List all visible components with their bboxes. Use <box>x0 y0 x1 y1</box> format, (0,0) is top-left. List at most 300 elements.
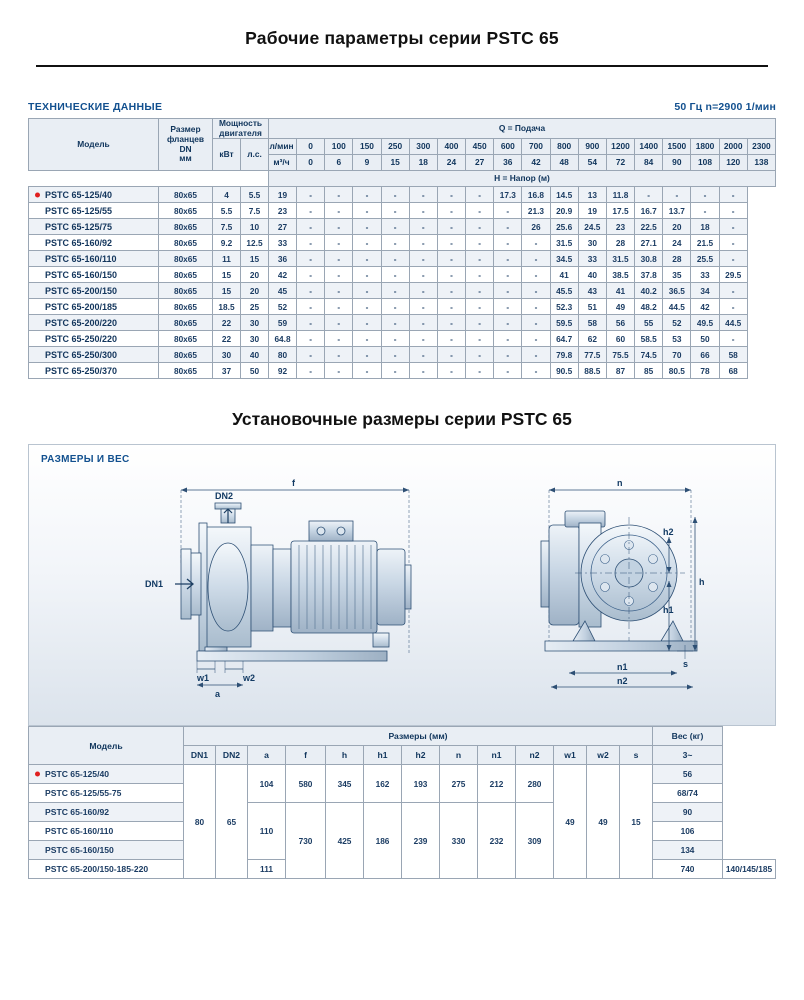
h2-cell: 193 <box>402 765 440 803</box>
head-cell: 55 <box>635 315 663 331</box>
head-cell: - <box>466 299 494 315</box>
head-cell: - <box>297 299 325 315</box>
head-cell: 25.6 <box>550 219 578 235</box>
table-row <box>29 203 776 219</box>
head-cell: - <box>494 267 522 283</box>
table-row <box>29 315 776 331</box>
dn-cell: 80x65 <box>159 347 213 363</box>
head-cell: - <box>437 235 465 251</box>
label-h: h <box>699 577 705 588</box>
label-n: n <box>617 478 623 489</box>
table-row <box>29 187 776 203</box>
th2-dn1: DN1 <box>184 746 216 765</box>
head-cell: - <box>353 203 381 219</box>
head-cell: - <box>466 251 494 267</box>
model-label: PSTC 65-160/150 <box>45 845 114 856</box>
tech-data-header-left: ТЕХНИЧЕСКИЕ ДАННЫЕ <box>28 101 163 113</box>
table-row <box>29 803 776 822</box>
head-cell: 52 <box>663 315 691 331</box>
head-cell: 11.8 <box>606 187 634 203</box>
head-cell: - <box>522 267 550 283</box>
head-cell: - <box>691 203 719 219</box>
th2-h2: h2 <box>402 746 440 765</box>
pump-drawing <box>29 445 777 727</box>
head-cell: 27 <box>269 219 297 235</box>
head-cell: 64.7 <box>550 331 578 347</box>
table-row <box>29 251 776 267</box>
head-cell: 48.2 <box>635 299 663 315</box>
th-h: H = Напор (м) <box>269 171 776 187</box>
kw-cell: 22 <box>213 315 241 331</box>
head-cell: 50 <box>691 331 719 347</box>
head-cell: - <box>353 267 381 283</box>
th2-model: Модель <box>29 727 184 765</box>
model-cell <box>29 219 159 235</box>
hp-cell: 50 <box>241 363 269 379</box>
head-cell: - <box>522 347 550 363</box>
model-label: PSTC 65-160/110 <box>45 253 117 264</box>
model-label: PSTC 65-125/75 <box>45 221 113 232</box>
head-cell: - <box>297 331 325 347</box>
model-label: PSTC 65-250/220 <box>45 333 118 344</box>
head-cell: - <box>494 283 522 299</box>
head-cell: - <box>353 299 381 315</box>
a-cell: 110 <box>248 803 286 860</box>
q-m3h-0: 0 <box>297 155 325 171</box>
tech-data-header <box>28 101 776 118</box>
q-lmin-16: 2300 <box>747 139 775 155</box>
dn-cell: 80x65 <box>159 235 213 251</box>
q-lmin-9: 800 <box>550 139 578 155</box>
head-cell: - <box>437 347 465 363</box>
hp-cell: 12.5 <box>241 235 269 251</box>
head-cell: 25.5 <box>691 251 719 267</box>
kw-cell: 9.2 <box>213 235 241 251</box>
table-row <box>29 219 776 235</box>
q-lmin-2: 150 <box>353 139 381 155</box>
model-cell <box>29 315 159 331</box>
head-cell: 90.5 <box>550 363 578 379</box>
model-label: PSTC 65-250/300 <box>45 349 118 360</box>
head-cell: - <box>325 267 353 283</box>
dn-cell: 80x65 <box>159 363 213 379</box>
q-m3h-16: 138 <box>747 155 775 171</box>
head-cell: - <box>353 235 381 251</box>
h1-cell: 162 <box>364 765 402 803</box>
head-cell: - <box>522 299 550 315</box>
q-m3h-10: 54 <box>578 155 606 171</box>
q-m3h-2: 9 <box>353 155 381 171</box>
q-lmin-7: 600 <box>494 139 522 155</box>
head-cell: 58 <box>719 347 747 363</box>
head-cell: - <box>381 219 409 235</box>
head-cell: 44.5 <box>719 315 747 331</box>
q-lmin-1: 100 <box>325 139 353 155</box>
head-cell: 26 <box>522 219 550 235</box>
model-cell <box>29 331 159 347</box>
model-cell <box>29 784 184 803</box>
head-cell: - <box>522 235 550 251</box>
head-cell: 66 <box>691 347 719 363</box>
head-cell: 36.5 <box>663 283 691 299</box>
q-m3h-7: 36 <box>494 155 522 171</box>
hp-cell: 7.5 <box>241 203 269 219</box>
q-m3h-15: 120 <box>719 155 747 171</box>
hp-cell: 10 <box>241 219 269 235</box>
th-hp: л.с. <box>241 139 269 171</box>
head-cell: 60 <box>606 331 634 347</box>
head-cell: - <box>353 315 381 331</box>
table-row <box>29 765 776 784</box>
dn-cell: 80x65 <box>159 267 213 283</box>
head-cell: 44.5 <box>663 299 691 315</box>
h-cell: 345 <box>326 765 364 803</box>
head-cell: - <box>409 315 437 331</box>
q-m3h-8: 42 <box>522 155 550 171</box>
th2-dn2: DN2 <box>216 746 248 765</box>
q-lmin-12: 1400 <box>635 139 663 155</box>
q-m3h-3: 15 <box>381 155 409 171</box>
th2-h1: h1 <box>364 746 402 765</box>
head-cell: 51 <box>578 299 606 315</box>
head-cell: 34 <box>691 283 719 299</box>
head-cell: 79.8 <box>550 347 578 363</box>
head-cell: - <box>353 363 381 379</box>
head-cell: - <box>353 219 381 235</box>
q-lmin-15: 2000 <box>719 139 747 155</box>
f-cell: 730 <box>286 803 326 879</box>
weight-cell: 134 <box>653 841 723 860</box>
head-cell: 74.5 <box>635 347 663 363</box>
kw-cell: 37 <box>213 363 241 379</box>
head-cell: - <box>466 283 494 299</box>
head-cell: 20 <box>663 219 691 235</box>
head-cell: 30.8 <box>635 251 663 267</box>
weight-cell: 140/145/185 <box>723 860 776 879</box>
model-cell <box>29 283 159 299</box>
head-cell: 13 <box>578 187 606 203</box>
hp-cell: 15 <box>241 251 269 267</box>
head-cell: 92 <box>269 363 297 379</box>
th-flange: Размер фланцев DN мм <box>159 119 213 171</box>
model-cell <box>29 187 159 203</box>
head-cell: - <box>325 235 353 251</box>
head-cell: - <box>325 187 353 203</box>
model-label: PSTC 65-200/150 <box>45 285 118 296</box>
kw-cell: 18.5 <box>213 299 241 315</box>
head-cell: - <box>325 283 353 299</box>
head-cell: 62 <box>578 331 606 347</box>
s-cell: 15 <box>620 765 653 879</box>
a-cell: 104 <box>248 765 286 803</box>
head-cell: 24.5 <box>578 219 606 235</box>
th2-w1: w1 <box>554 746 587 765</box>
head-cell: - <box>297 315 325 331</box>
th2-w2: w2 <box>587 746 620 765</box>
model-cell <box>29 347 159 363</box>
head-cell: - <box>466 363 494 379</box>
th-model: Модель <box>29 119 159 171</box>
page-title-performance: Рабочие параметры серии PSTC 65 <box>245 28 559 48</box>
head-cell: 59.5 <box>550 315 578 331</box>
q-lmin-5: 400 <box>437 139 465 155</box>
n-cell: 330 <box>440 803 478 879</box>
model-cell <box>29 765 184 784</box>
th-unit-m3h: м³/ч <box>269 155 297 171</box>
head-cell: - <box>466 267 494 283</box>
table-row <box>29 235 776 251</box>
head-cell: - <box>466 187 494 203</box>
head-cell: - <box>297 219 325 235</box>
f-cell: 740 <box>653 860 723 879</box>
model-cell <box>29 803 184 822</box>
head-cell: 56 <box>606 315 634 331</box>
head-cell: 19 <box>578 203 606 219</box>
label-dn2: DN2 <box>215 491 234 502</box>
weight-cell: 68/74 <box>653 784 723 803</box>
head-cell: - <box>297 251 325 267</box>
head-cell: 68 <box>719 363 747 379</box>
th2-s: s <box>620 746 653 765</box>
head-cell: 21.3 <box>522 203 550 219</box>
head-cell: 80 <box>269 347 297 363</box>
head-cell: - <box>494 347 522 363</box>
dn-cell: 80x65 <box>159 203 213 219</box>
title-divider <box>36 65 768 67</box>
drawing-title: РАЗМЕРЫ И ВЕС <box>41 454 130 466</box>
dn-cell: 80x65 <box>159 299 213 315</box>
head-cell: - <box>381 315 409 331</box>
head-cell: - <box>297 235 325 251</box>
head-cell: - <box>353 331 381 347</box>
th-q: Q = Подача <box>269 119 776 139</box>
tech-data-body <box>29 187 776 379</box>
head-cell: 58.5 <box>635 331 663 347</box>
model-label: PSTC 65-200/220 <box>45 317 118 328</box>
h-cell: 425 <box>326 803 364 879</box>
head-cell: 28 <box>663 251 691 267</box>
dimensions-table <box>28 726 776 879</box>
hp-cell: 30 <box>241 331 269 347</box>
head-cell: - <box>522 331 550 347</box>
head-cell: - <box>353 283 381 299</box>
head-cell: - <box>381 203 409 219</box>
head-cell: - <box>381 251 409 267</box>
head-cell: 42 <box>269 267 297 283</box>
n-cell: 275 <box>440 765 478 803</box>
head-cell: - <box>437 299 465 315</box>
dimensions-table-block <box>28 726 776 879</box>
head-cell: - <box>325 363 353 379</box>
selection-dot-icon <box>35 192 40 197</box>
head-cell: - <box>437 267 465 283</box>
kw-cell: 30 <box>213 347 241 363</box>
hp-cell: 40 <box>241 347 269 363</box>
head-cell: 21.5 <box>691 235 719 251</box>
table-row <box>29 299 776 315</box>
dn1-cell: 80 <box>184 765 216 879</box>
head-cell: 14.5 <box>550 187 578 203</box>
head-cell: 52.3 <box>550 299 578 315</box>
model-cell <box>29 363 159 379</box>
head-cell: 87 <box>606 363 634 379</box>
head-cell: 88.5 <box>578 363 606 379</box>
head-cell: - <box>494 235 522 251</box>
q-lmin-0: 0 <box>297 139 325 155</box>
tech-data-table <box>28 118 776 379</box>
head-cell: - <box>409 251 437 267</box>
head-cell: 38.5 <box>606 267 634 283</box>
page-title-dimensions: Установочные размеры серии PSTC 65 <box>232 409 572 430</box>
head-cell: - <box>466 203 494 219</box>
head-cell: - <box>325 299 353 315</box>
head-cell: 16.7 <box>635 203 663 219</box>
q-lmin-6: 450 <box>466 139 494 155</box>
head-cell: - <box>353 251 381 267</box>
dn-cell: 80x65 <box>159 331 213 347</box>
head-cell: - <box>719 299 747 315</box>
head-cell: 58 <box>578 315 606 331</box>
th2-n1: n1 <box>478 746 516 765</box>
head-cell: - <box>409 283 437 299</box>
dn-cell: 80x65 <box>159 251 213 267</box>
q-lmin-13: 1500 <box>663 139 691 155</box>
head-cell: 59 <box>269 315 297 331</box>
head-cell: - <box>297 347 325 363</box>
head-cell: - <box>494 315 522 331</box>
q-m3h-4: 18 <box>409 155 437 171</box>
label-n1: n1 <box>617 662 628 673</box>
head-cell: - <box>663 187 691 203</box>
kw-cell: 15 <box>213 267 241 283</box>
head-cell: - <box>719 203 747 219</box>
head-cell: - <box>437 203 465 219</box>
model-label: PSTC 65-125/55-75 <box>45 788 122 799</box>
label-w1: w1 <box>197 673 210 684</box>
hp-cell: 5.5 <box>241 187 269 203</box>
label-f: f <box>292 478 295 489</box>
head-cell: - <box>494 331 522 347</box>
head-cell: 13.7 <box>663 203 691 219</box>
model-cell <box>29 267 159 283</box>
hp-cell: 20 <box>241 267 269 283</box>
th-power: Мощность двигателя <box>213 119 269 139</box>
head-cell: 17.5 <box>606 203 634 219</box>
head-cell: 85 <box>635 363 663 379</box>
head-cell: 28 <box>606 235 634 251</box>
head-cell: 43 <box>578 283 606 299</box>
q-lmin-14: 1800 <box>691 139 719 155</box>
model-label: PSTC 65-160/92 <box>45 237 113 248</box>
model-label: PSTC 65-200/185 <box>45 301 118 312</box>
head-cell: 42 <box>691 299 719 315</box>
w1-cell: 49 <box>554 765 587 879</box>
table-row <box>29 267 776 283</box>
head-cell: - <box>691 187 719 203</box>
model-cell <box>29 822 184 841</box>
q-lmin-3: 250 <box>381 139 409 155</box>
hp-cell: 30 <box>241 315 269 331</box>
h2-cell: 239 <box>402 803 440 879</box>
dn-cell: 80x65 <box>159 315 213 331</box>
th2-n: n <box>440 746 478 765</box>
head-cell: - <box>719 187 747 203</box>
head-cell: - <box>297 267 325 283</box>
head-cell: - <box>381 331 409 347</box>
head-cell: 29.5 <box>719 267 747 283</box>
head-cell: - <box>719 251 747 267</box>
head-cell: - <box>381 187 409 203</box>
model-label: PSTC 65-160/150 <box>45 269 118 280</box>
head-cell: 22.5 <box>635 219 663 235</box>
head-cell: - <box>409 267 437 283</box>
th2-group-weight: Вес (кг) <box>653 727 723 746</box>
model-label: PSTC 65-160/92 <box>45 807 110 818</box>
q-lmin-10: 900 <box>578 139 606 155</box>
kw-cell: 11 <box>213 251 241 267</box>
head-cell: 16.8 <box>522 187 550 203</box>
head-cell: 31.5 <box>606 251 634 267</box>
head-cell: - <box>353 187 381 203</box>
table-row <box>29 347 776 363</box>
head-cell: - <box>494 219 522 235</box>
model-label: PSTC 65-200/150-185-220 <box>45 864 149 875</box>
weight-cell: 90 <box>653 803 723 822</box>
head-cell: 45.5 <box>550 283 578 299</box>
n1-cell: 232 <box>478 803 516 879</box>
head-cell: - <box>494 203 522 219</box>
label-a: a <box>215 689 221 700</box>
th2-n2: n2 <box>516 746 554 765</box>
head-cell: 34.5 <box>550 251 578 267</box>
th2-group-dims: Размеры (мм) <box>184 727 653 746</box>
weight-cell: 56 <box>653 765 723 784</box>
head-cell: - <box>437 251 465 267</box>
model-cell <box>29 299 159 315</box>
head-cell: 36 <box>269 251 297 267</box>
head-cell: - <box>437 187 465 203</box>
head-cell: 17.3 <box>494 187 522 203</box>
head-cell: 33 <box>691 267 719 283</box>
head-cell: - <box>719 283 747 299</box>
head-cell: 40 <box>578 267 606 283</box>
head-cell: 80.5 <box>663 363 691 379</box>
head-cell: - <box>522 315 550 331</box>
label-h1: h1 <box>663 605 674 616</box>
head-cell: 24 <box>663 235 691 251</box>
f-cell: 580 <box>286 765 326 803</box>
q-lmin-8: 700 <box>522 139 550 155</box>
n1-cell: 212 <box>478 765 516 803</box>
head-cell: - <box>437 363 465 379</box>
th-unit-lmin: л/мин <box>269 139 297 155</box>
label-w2: w2 <box>243 673 256 684</box>
head-cell: - <box>719 331 747 347</box>
head-cell: - <box>381 283 409 299</box>
q-m3h-13: 90 <box>663 155 691 171</box>
q-m3h-6: 27 <box>466 155 494 171</box>
head-cell: 27.1 <box>635 235 663 251</box>
head-cell: - <box>381 267 409 283</box>
head-cell: - <box>325 203 353 219</box>
head-cell: 31.5 <box>550 235 578 251</box>
n2-cell: 280 <box>516 765 554 803</box>
q-lmin-11: 1200 <box>606 139 634 155</box>
head-cell: - <box>719 235 747 251</box>
label-s: s <box>683 659 689 670</box>
dimensions-drawing-block <box>28 444 776 726</box>
q-m3h-5: 24 <box>437 155 465 171</box>
